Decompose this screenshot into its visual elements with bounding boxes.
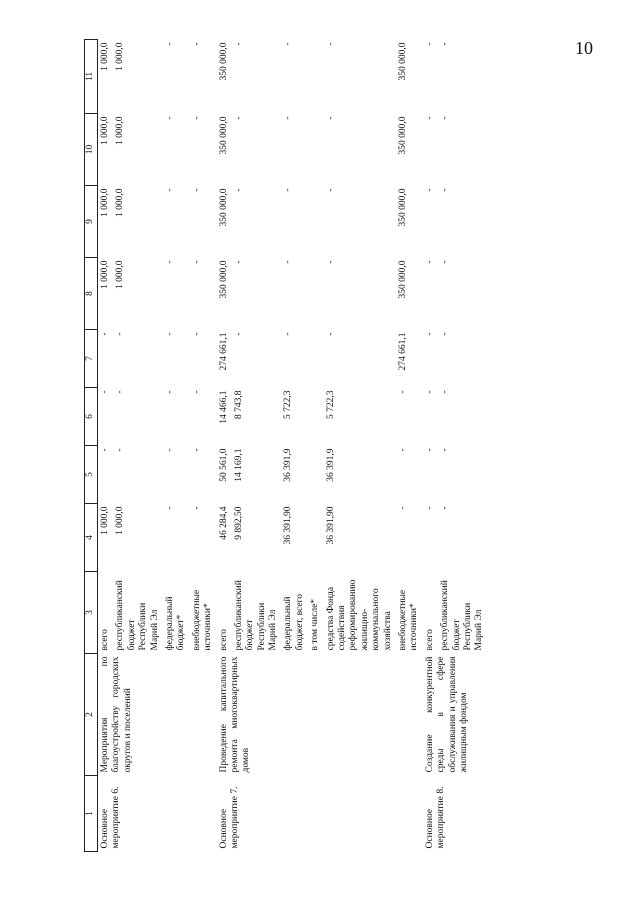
value-cell-col5: - (440, 448, 451, 452)
value-cell-col8 (308, 258, 323, 330)
value-cell-col7: 274 661,1 (218, 332, 229, 371)
value-cell-col10 (308, 114, 323, 186)
value-cell-col10: - (440, 116, 451, 120)
value-cell-col5: - (164, 448, 175, 452)
column-header-2: 2 (85, 654, 98, 776)
activity-code-cell: Основное мероприятие 7. (218, 786, 240, 849)
value-cell-col5: - (424, 448, 435, 452)
value-cell-col5: - (100, 448, 110, 452)
value-cell-col10: - (164, 116, 175, 120)
table-row (423, 40, 438, 852)
value-cell-col5: 36 391,9 (325, 448, 336, 482)
activity-code-cell: Основное мероприятие 8. (424, 786, 447, 849)
value-cell-col9: - (283, 188, 294, 192)
value-cell-col4: 9 892,50 (233, 506, 244, 540)
value-cell-col10: 1 000,0 (115, 116, 126, 145)
value-cell-col5: - (191, 448, 202, 452)
value-cell-col4: - (440, 506, 451, 510)
value-cell-col6: - (164, 390, 175, 394)
value-cell-col7: 274 661,1 (397, 332, 408, 371)
value-cell-col10: - (283, 116, 294, 120)
value-cell-col9: - (164, 188, 175, 192)
column-header-9: 9 (85, 186, 98, 258)
value-cell-col8: 1 000,0 (100, 260, 110, 289)
activity-title-cell: Создание конкурентной среды в сфере обслуживания и управления жилищным фондом (424, 656, 469, 773)
funding-source-cell: внебюджетные источники* (397, 589, 420, 651)
value-cell-col4: 46 284,4 (218, 506, 229, 540)
value-cell-col9: - (233, 188, 244, 192)
value-cell-col9: 1 000,0 (100, 188, 110, 217)
column-header-11: 11 (85, 40, 98, 114)
value-cell-col5: 36 391,9 (283, 448, 294, 482)
value-cell-col6: - (424, 390, 435, 394)
value-cell-col4: 1 000,0 (115, 506, 126, 535)
funding-source-cell: республиканский бюджет Республики Марий Эл (115, 580, 160, 651)
value-cell-col8: - (191, 260, 202, 264)
funding-source-cell: в том числе* (310, 598, 321, 651)
value-cell-col11: - (164, 42, 175, 46)
value-cell-col6 (308, 388, 323, 446)
value-cell-col11: - (440, 42, 451, 46)
table-row (217, 40, 232, 852)
funding-source-cell: всего (100, 629, 110, 651)
table-row (98, 40, 114, 852)
value-cell-col4: - (397, 506, 408, 510)
value-cell-col9: - (440, 188, 451, 192)
value-cell-col4: - (424, 506, 435, 510)
value-cell-col7: - (283, 332, 294, 336)
page-number: 10 (575, 38, 593, 58)
value-cell-col8: 1 000,0 (115, 260, 126, 289)
header-row (85, 40, 98, 852)
value-cell-col7: - (164, 332, 175, 336)
column-header-8: 8 (85, 258, 98, 330)
value-cell-col8: - (325, 260, 336, 264)
funding-source-cell: федеральный бюджет, всего (283, 593, 305, 651)
value-cell-col8: - (164, 260, 175, 264)
value-cell-col6: 5 722,3 (283, 390, 294, 419)
funding-source-cell: внебюджетные источники* (191, 589, 214, 651)
value-cell-col7: - (100, 332, 110, 336)
value-cell-col5: 14 169,1 (233, 448, 244, 482)
value-cell-col11: 350 000,0 (397, 42, 408, 81)
funding-source-cell: средства Фонда содействия реформированию жилищно-коммунального хозяйства (325, 579, 393, 651)
value-cell-col10: 350 000,0 (397, 116, 408, 155)
value-cell-col8: - (283, 260, 294, 264)
column-header-4: 4 (85, 504, 98, 572)
value-cell-col7: - (325, 332, 336, 336)
column-header-10: 10 (85, 114, 98, 186)
value-cell-col7: - (424, 332, 435, 336)
value-cell-col11: - (233, 42, 244, 46)
value-cell-col11: 350 000,0 (218, 42, 229, 81)
value-cell-col6: - (397, 390, 408, 394)
funding-source-cell: федеральный бюджет* (164, 596, 187, 651)
column-header-1: 1 (85, 776, 98, 852)
value-cell-col10: - (325, 116, 336, 120)
value-cell-col6: - (115, 390, 126, 394)
value-cell-col8: - (440, 260, 451, 264)
value-cell-col7: - (115, 332, 126, 336)
value-cell-col5: 50 561,0 (218, 448, 229, 482)
column-header-5: 5 (85, 446, 98, 504)
value-cell-col11: 1 000,0 (115, 42, 126, 71)
value-cell-col4: - (191, 506, 202, 510)
value-cell-col8: - (233, 260, 244, 264)
value-cell-col10: - (191, 116, 202, 120)
column-header-6: 6 (85, 388, 98, 446)
value-cell-col10: - (233, 116, 244, 120)
value-cell-col11: 1 000,0 (100, 42, 110, 71)
value-cell-col9: - (325, 188, 336, 192)
funding-source-cell: республиканский бюджет Республики Марий Эл (233, 580, 279, 651)
value-cell-col6: 14 466,1 (218, 390, 229, 424)
activity-title-cell: Проведение капитального ремонта многоквартирных домов (218, 656, 252, 773)
value-cell-col10: 1 000,0 (100, 116, 110, 145)
value-cell-col6: - (440, 390, 451, 394)
value-cell-col4: 36 391,90 (325, 506, 336, 545)
value-cell-col4: 36 391,90 (283, 506, 294, 545)
value-cell-col9: 350 000,0 (397, 188, 408, 227)
value-cell-col10: - (424, 116, 435, 120)
value-cell-col11: - (283, 42, 294, 46)
value-cell-col8: 350 000,0 (218, 260, 229, 299)
rotated-table-container (84, 40, 524, 852)
value-cell-col6: 5 722,3 (325, 390, 336, 419)
value-cell-col9: - (191, 188, 202, 192)
value-cell-col6: - (191, 390, 202, 394)
activity-title-cell: Мероприятия по благоустройству городских округов и поселений (100, 656, 133, 773)
value-cell-col4: 1 000,0 (100, 506, 110, 535)
budget-table (84, 39, 488, 852)
value-cell-col7: - (440, 332, 451, 336)
funding-source-cell: республиканский бюджет Республики Марий Эл (440, 580, 485, 651)
value-cell-col11 (308, 40, 323, 114)
funding-source-cell: всего (218, 629, 229, 651)
value-cell-col11: - (325, 42, 336, 46)
value-cell-col9: 1 000,0 (115, 188, 126, 217)
value-cell-col8: - (424, 260, 435, 264)
value-cell-col6: - (100, 390, 110, 394)
funding-source-cell: всего (424, 629, 435, 651)
value-cell-col10: 350 000,0 (218, 116, 229, 155)
value-cell-col7: - (233, 332, 244, 336)
table-body (98, 40, 488, 852)
value-cell-col5: - (397, 448, 408, 452)
value-cell-col9 (308, 186, 323, 258)
value-cell-col6: 8 743,8 (233, 390, 244, 419)
value-cell-col9: 350 000,0 (218, 188, 229, 227)
value-cell-col5: - (115, 448, 126, 452)
activity-code-cell: Основное мероприятие 6. (100, 786, 122, 849)
column-header-3: 3 (85, 572, 98, 654)
value-cell-col7 (308, 330, 323, 388)
column-header-7: 7 (85, 330, 98, 388)
value-cell-col5 (308, 446, 323, 504)
value-cell-col7: - (191, 332, 202, 336)
value-cell-col11: - (191, 42, 202, 46)
value-cell-col9: - (424, 188, 435, 192)
value-cell-col4: - (164, 506, 175, 510)
value-cell-col8: 350 000,0 (397, 260, 408, 299)
value-cell-col11: - (424, 42, 435, 46)
value-cell-col4 (308, 504, 323, 572)
